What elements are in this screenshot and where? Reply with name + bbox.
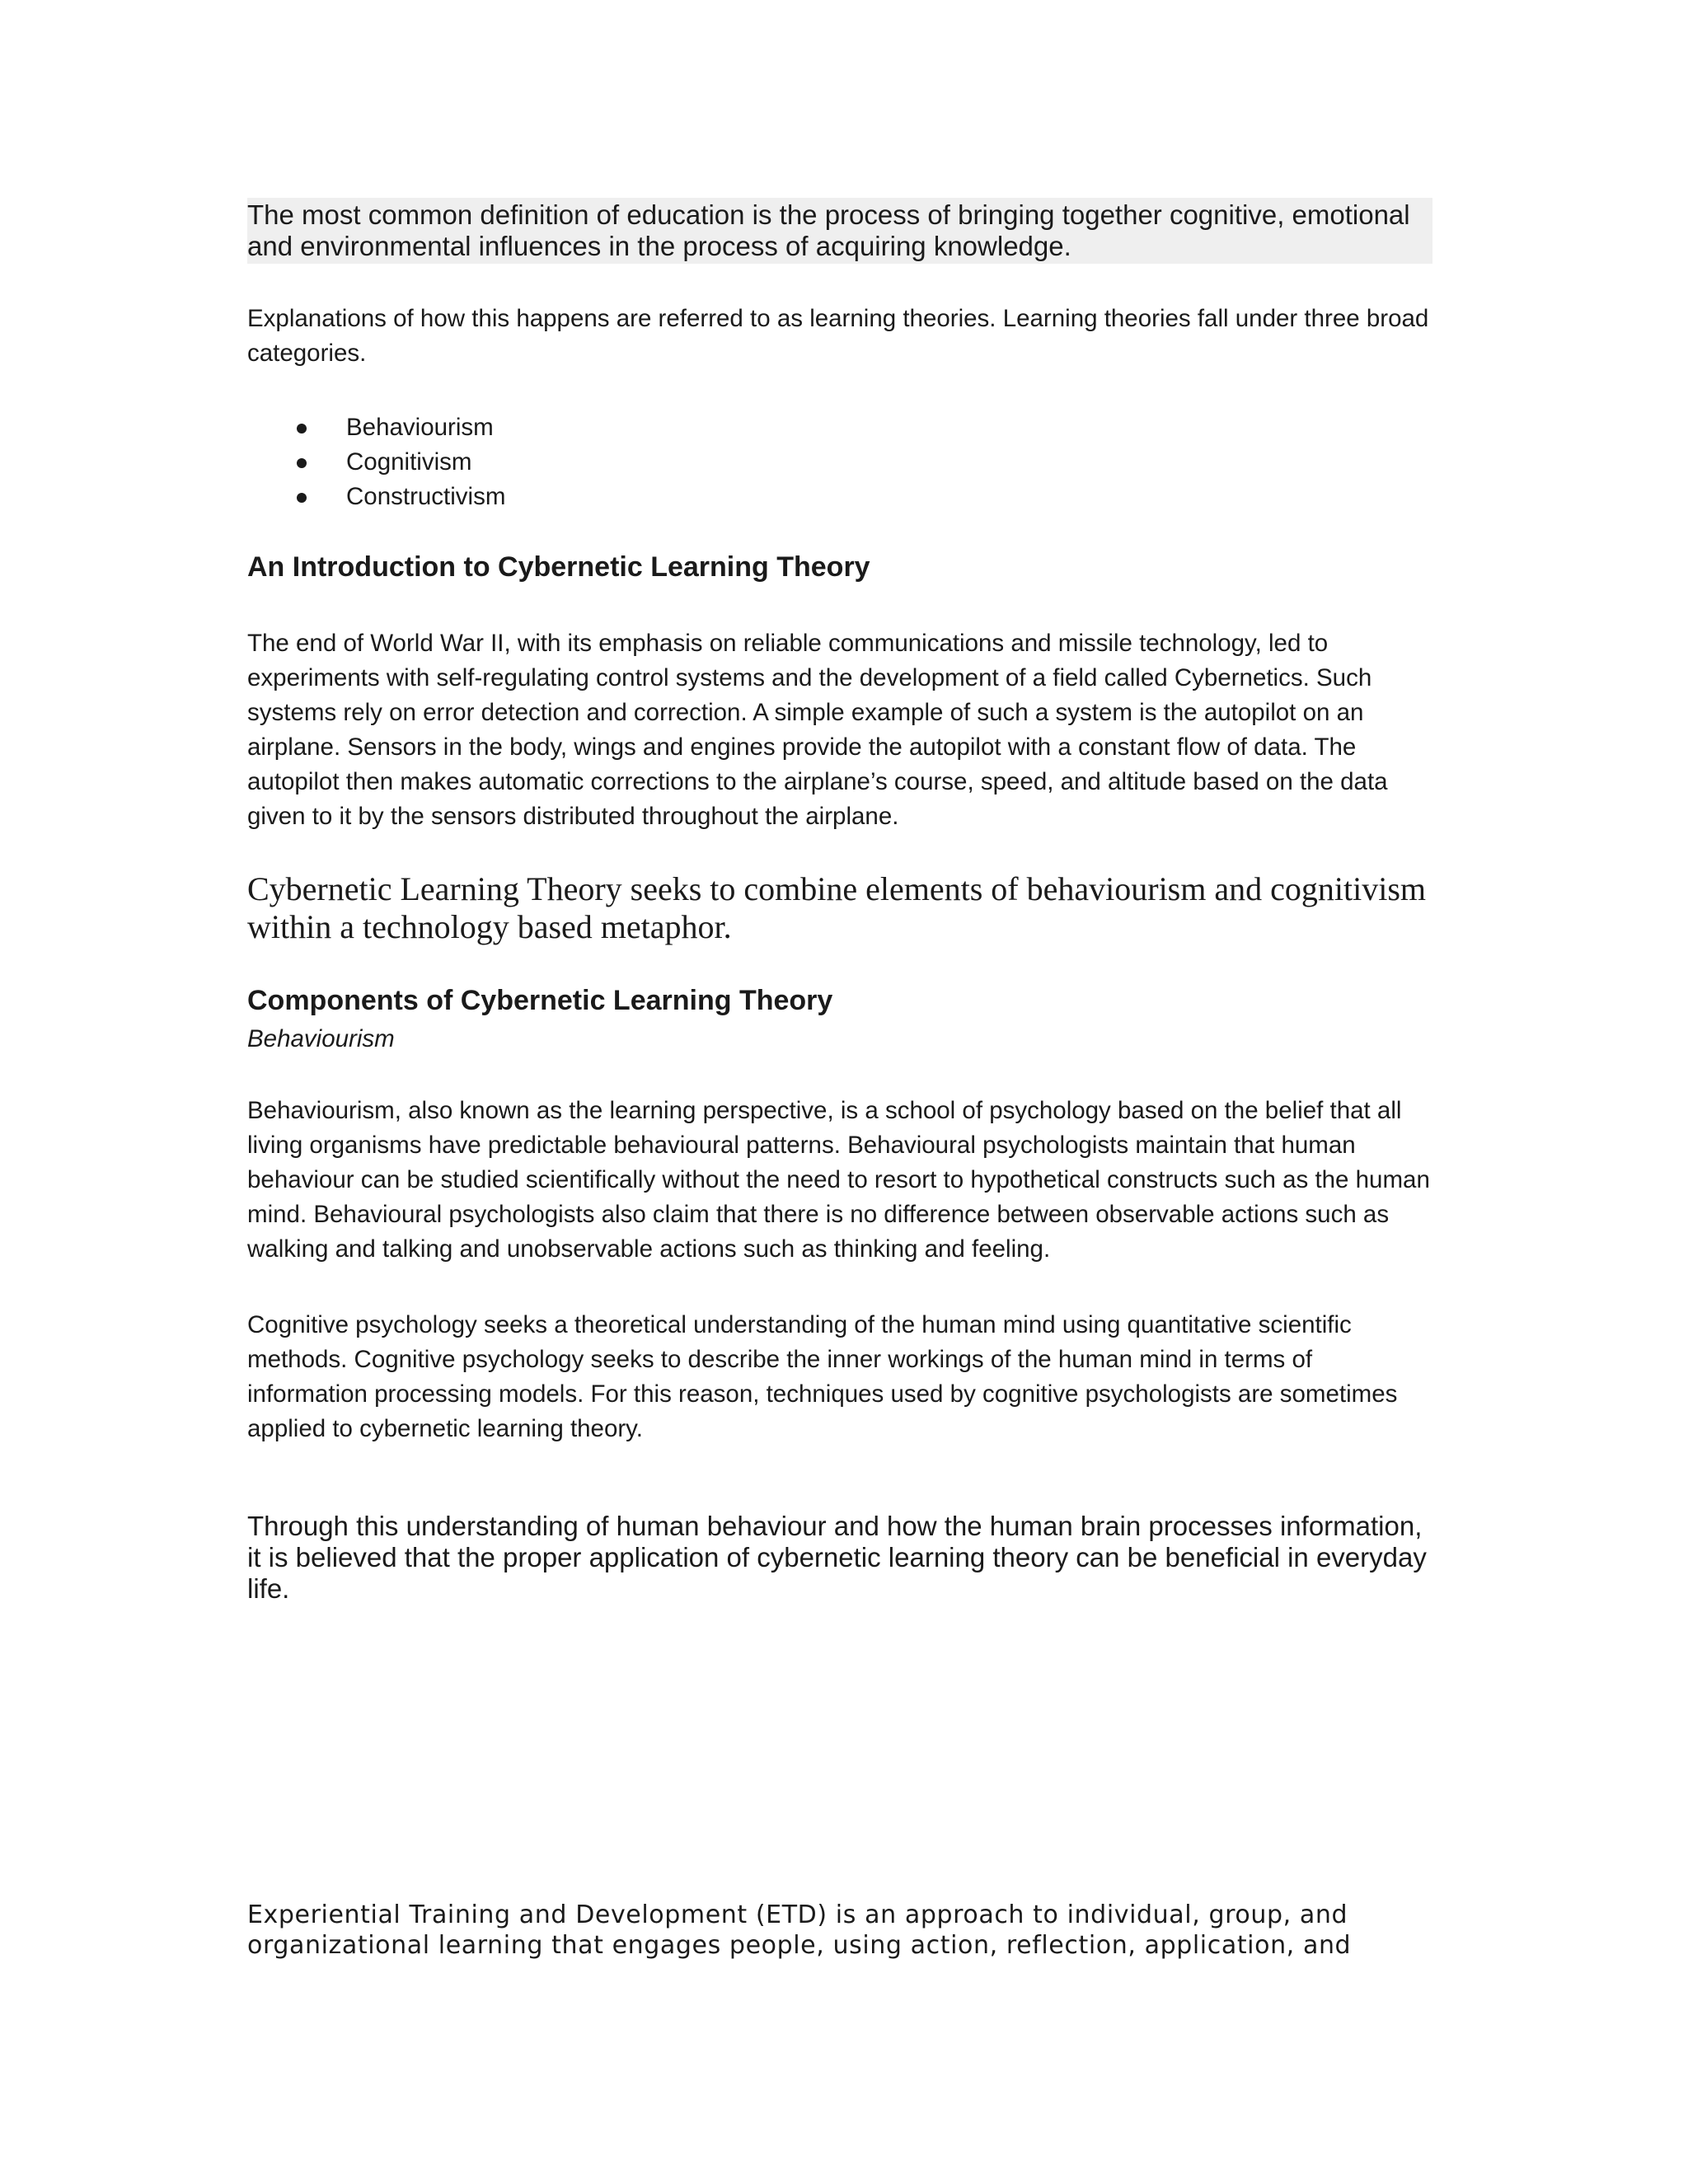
list-item-label: Behaviourism — [346, 414, 494, 441]
list-item — [247, 445, 505, 480]
categories-list — [247, 410, 505, 514]
bullet-icon — [297, 424, 307, 434]
bullet-icon — [297, 458, 307, 468]
behaviourism-paragraph: Behaviourism, also known as the learning perspective, is a school of psychology based on the belief that all living organisms have predictable behavioural patterns. Behavioural psychologists maintain that human behaviour can be studied scientifically without the need to resort to hypothetical constructs such as the human mind. Behavioural psychologists also claim that there is no difference between observable actions such as walking and talking and unobservable actions such as thinking and feeling. — [247, 1097, 1430, 1263]
serif-statement: Cybernetic Learning Theory seeks to combine elements of behaviourism and cognitivism within a technology based metaphor. — [247, 870, 1426, 945]
explanation-paragraph: Explanations of how this happens are referred to as learning theories. Learning theories fall under three broad categories. — [247, 305, 1429, 367]
section-heading-introduction: An Introduction to Cybernetic Learning Theory — [247, 551, 870, 583]
bullet-icon — [297, 493, 307, 503]
conclusion-paragraph: Through this understanding of human behaviour and how the human brain processes information, it is believed that the proper application of cybernetic learning theory can be beneficial in everyday life. — [247, 1511, 1427, 1604]
list-item — [247, 480, 505, 514]
intro-paragraph: The most common definition of education is the process of bringing together cognitive, emotional and environmental influences in the process of acquiring knowledge. — [247, 198, 1432, 264]
cybernetics-history-paragraph: The end of World War II, with its emphasis on reliable communications and missile technology, led to experiments with self-regulating control systems and the development of a field called Cybernetics. Such systems rely on error detection and correction. A simple example of such a system is the autopilot on an airplane. Sensors in the body, wings and engines provide the autopilot with a constant flow of data. The autopilot then makes automatic corrections to the airplane’s course, speed, and altitude based on the data given to it by the sensors distributed throughout the airplane. — [247, 630, 1388, 830]
list-item-label: Cognitivism — [346, 448, 472, 476]
list-item-label: Constructivism — [346, 483, 506, 510]
cognitive-paragraph: Cognitive psychology seeks a theoretical understanding of the human mind using quantitative scientific methods. Cognitive psychology seeks to describe the inner workings of the human mind in terms of information processing models. For this reason, techniques used by cognitive psychologists are sometimes applied to cybernetic learning theory. — [247, 1311, 1398, 1442]
section-heading-components: Components of Cybernetic Learning Theory — [247, 985, 833, 1016]
subheading-behaviourism: Behaviourism — [247, 1025, 395, 1052]
etd-paragraph: Experiential Training and Development (ETD) is an approach to individual, group, and organizational learning that engages people, using action, reflection, application, and — [247, 1900, 1352, 1960]
list-item — [247, 410, 505, 445]
